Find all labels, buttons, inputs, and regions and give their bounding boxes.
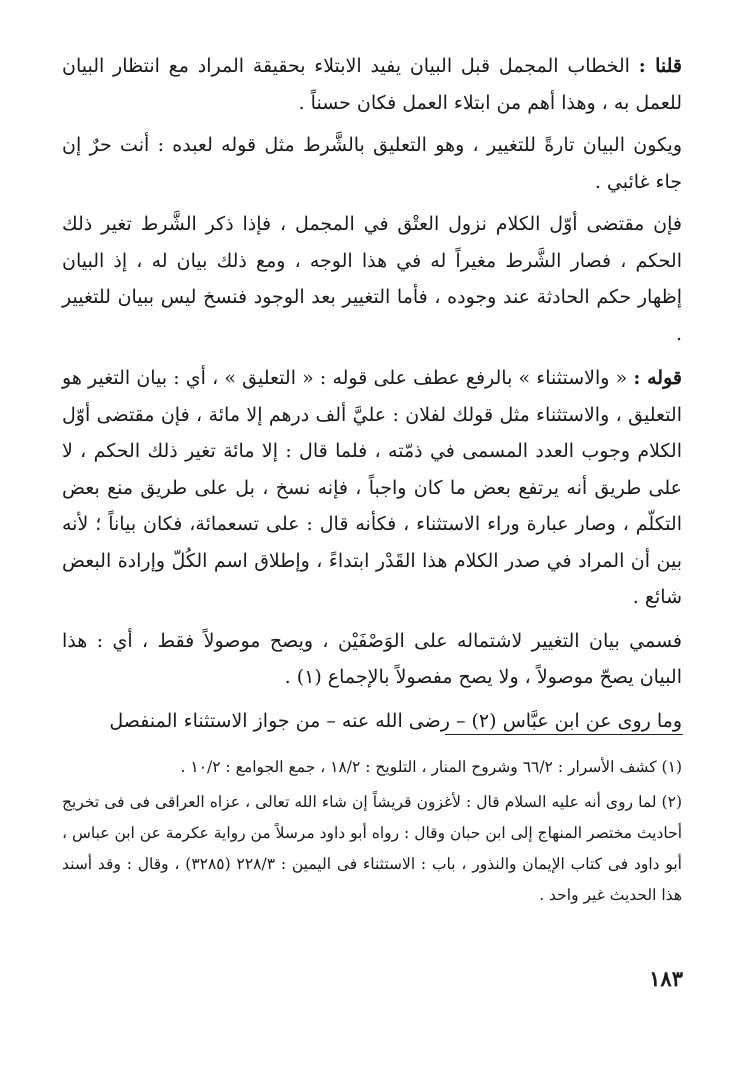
- paragraph-1: [62, 48, 682, 121]
- page-number: ١٨٣: [649, 966, 683, 991]
- paragraph-lead: قلنا :: [638, 55, 682, 77]
- main-text: [62, 48, 682, 739]
- footnotes: [62, 752, 682, 911]
- paragraph-6: وما روى عن ابن عبَّاس (٢) – رضى الله عنه – من جواز الاستثناء المنفصل: [109, 709, 682, 732]
- paragraph-text: « والاستثناء » بالرفع عطف على قوله : « التعليق » ، أي : بيان التغير هو التعليق ، والاستثناء مثل قولك لفلان : عليَّ ألف درهم إلا مائة ، فإن مقتضى أوّل الكلام وجوب العدد المسمى في ذمّته ، فلما قال : إلا مائة تغير ذلك الحكم ، لا على طريق أنه يرتفع بعض ما كان واجباً ، فإنه نسخ ، بل على طريق منع بعض التكلّم ، وصار عبارة وراء الاستثناء ، فكأنه قال : على تسعمائة، فكان بياناً ؛ لأنه بين أن المراد في صدر الكلام هذا القَدْر ابتداءً ، وإطلاق اسم الكُلّ وإرادة البعض شائع .: [62, 367, 682, 608]
- paragraph-4: [62, 360, 682, 616]
- paragraph-3: فإن مقتضى أوّل الكلام نزول العتْق في المجمل ، فإذا ذكر الشَّرط تغير ذلك الحكم ، فصار الشَّرط مغيراً له في هذا الوجه ، ومع ذلك بيان له ، إذ البيان إظهار حكم الحادثة عند وجوده ، فأما التغيير بعد الوجود فنسخ ليس ببيان للتغيير .: [62, 213, 682, 345]
- footnote-2: (٢) لما روى أنه عليه السلام قال : لأغزون قريشاً إن شاء الله تعالى ، عزاه العراقى فى فى تخريج أحاديث مختصر المنهاج إلى ابن حبان وقال : رواه أبو داود مرسلاً من رواية عكرمة عن ابن عباس ، أبو داود فى كتاب الإيمان والنذور ، باب : الاستثناء فى اليمين : ٢٢٨/٣ (٣٢٨٥) ، وقال : وقد أسند هذا الحديث غير واحد .: [62, 793, 682, 904]
- paragraph-5: فسمي بيان التغيير لاشتماله على الوَصْفَيْن ، ويصح موصولاً فقط ، أي : هذا البيان يصحّ موصولاً ، ولا يصح مفصولاً بالإجماع (١) .: [62, 629, 682, 688]
- paragraph-text: الخطاب المجمل قبل البيان يفيد الابتلاء بحقيقة المراد مع انتظار البيان للعمل به ، وهذا أهم من ابتلاء العمل فكان حسناً .: [62, 55, 682, 114]
- footnote-1: (١) كشف الأسرار : ٦٦/٢ وشروح المنار ، التلويح : ١٨/٢ ، جمع الجوامع : ١٠/٢ .: [180, 758, 682, 776]
- paragraph-lead: قوله :: [633, 367, 682, 389]
- footnote-divider: [445, 734, 683, 735]
- paragraph-2: ويكون البيان تارةً للتغيير ، وهو التعليق بالشَّرط مثل قوله لعبده : أنت حرٌ إن جاء غائبي .: [62, 134, 682, 193]
